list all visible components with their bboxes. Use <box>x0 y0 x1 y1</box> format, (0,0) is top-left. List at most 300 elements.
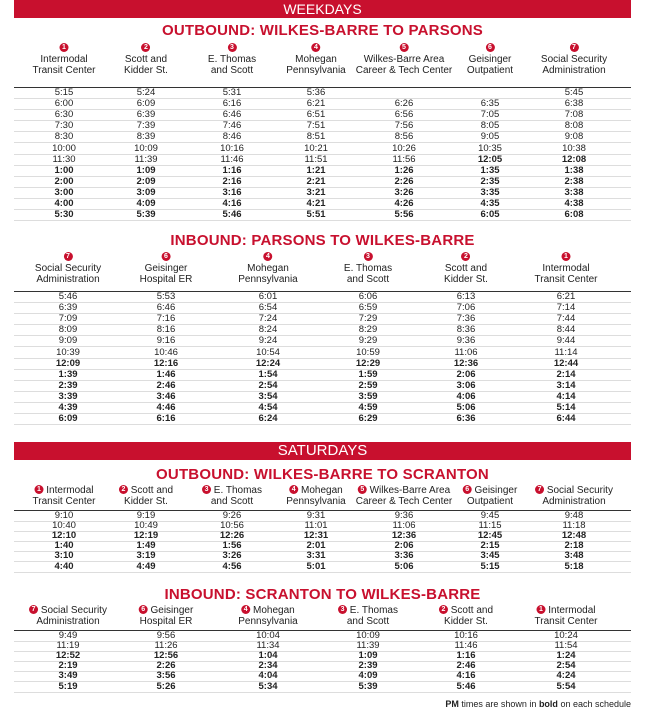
stop-header-cell <box>535 252 598 285</box>
time-cell: 7:24 <box>258 313 278 325</box>
stop-name-line1: Geisinger <box>150 605 194 616</box>
time-cell: 5:53 <box>156 291 176 302</box>
stop-name-line2: Transit Center <box>32 65 96 76</box>
time-cell: 5:01 <box>306 560 326 572</box>
table-row <box>14 392 631 403</box>
time-cell: 5:39 <box>358 680 378 692</box>
time-cell: 8:36 <box>456 324 476 336</box>
time-cell: 6:21 <box>556 291 576 302</box>
time-cell: 5:51 <box>306 209 326 221</box>
time-cell: 5:31 <box>222 87 242 98</box>
time-cell: 4:04 <box>258 670 278 682</box>
time-cell: 11:26 <box>154 640 178 652</box>
time-cell: 7:56 <box>394 120 414 132</box>
time-cell: 12:31 <box>303 530 329 542</box>
time-cell: 12:52 <box>55 650 81 662</box>
stop-name-line1: E. Thomas <box>213 485 262 496</box>
time-cell: 1:49 <box>136 540 156 552</box>
time-cell: 2:09 <box>136 175 156 187</box>
time-cell: 7:16 <box>156 313 176 325</box>
time-cell: 2:46 <box>156 379 176 391</box>
stop-name-line1: Scott and <box>450 605 494 616</box>
time-cell: 11:14 <box>554 346 578 358</box>
time-cell: 8:56 <box>394 131 414 143</box>
time-cell: 5:15 <box>54 87 74 98</box>
time-cell: 3:46 <box>156 390 176 402</box>
stop-name-line1: Social Security <box>34 263 102 274</box>
time-cell: 2:06 <box>394 540 414 552</box>
time-cell: 8:16 <box>156 324 176 336</box>
time-cell: 6:35 <box>480 98 500 110</box>
time-cell: 2:35 <box>480 175 500 187</box>
time-cell: 4:14 <box>556 390 576 402</box>
stop-name-line2: and Scott <box>346 616 390 627</box>
table-row <box>14 336 631 347</box>
stop-name-line1: Social Security <box>540 54 608 65</box>
stop-name-line2: Kidder St. <box>444 274 488 285</box>
time-cell: 5:19 <box>58 680 78 692</box>
time-cell: 3:35 <box>480 186 500 198</box>
time-cell: 12:36 <box>453 357 479 369</box>
time-cell: 3:38 <box>564 186 584 198</box>
time-cell: 6:09 <box>136 98 156 110</box>
stop-name-line2: Career & Tech Center <box>355 65 453 76</box>
stop-name-line1: Social Security <box>40 605 107 616</box>
time-cell: 2:39 <box>358 660 378 672</box>
time-cell: 8:24 <box>258 324 278 336</box>
time-cell: 3:48 <box>564 550 584 562</box>
time-cell: 2:16 <box>222 175 242 187</box>
time-cell: 11:54 <box>554 640 578 652</box>
time-cell: 9:24 <box>258 335 278 347</box>
time-cell: 9:44 <box>556 335 576 347</box>
time-cell: 3:14 <box>556 379 576 391</box>
time-cell: 9:56 <box>156 630 176 641</box>
time-cell: 11:56 <box>392 153 416 165</box>
saturdays-label: SATURDAYS <box>277 442 368 459</box>
pm-footnote <box>445 699 631 709</box>
time-cell: 4:49 <box>136 560 156 572</box>
weekdays-label: WEEKDAYS <box>283 1 362 17</box>
time-cell: 2:54 <box>258 379 278 391</box>
stop-name-line1: Intermodal <box>46 485 94 496</box>
stop-name-line1: Intermodal <box>548 605 596 616</box>
time-cell: 6:30 <box>54 109 74 121</box>
time-cell: 10:09 <box>356 630 380 641</box>
time-cell: 1:04 <box>258 650 278 662</box>
stop-number-badge: 4 <box>241 605 250 614</box>
time-cell: 3:19 <box>136 550 156 562</box>
time-cell: 7:14 <box>556 302 576 314</box>
time-cell: 6:13 <box>456 291 476 302</box>
time-cell: 1:21 <box>306 164 326 176</box>
time-cell: 5:14 <box>556 402 576 413</box>
stop-number-badge: 5 <box>400 43 409 52</box>
stop-number-badge: 4 <box>289 485 298 494</box>
table-row <box>14 414 631 425</box>
time-cell: 6:46 <box>156 302 176 314</box>
time-cell: 2:54 <box>556 660 576 672</box>
time-cell: 11:06 <box>454 346 478 358</box>
time-cell: 8:29 <box>358 324 378 336</box>
time-cell: 2:15 <box>480 540 500 552</box>
time-cell: 8:30 <box>54 131 74 143</box>
time-cell: 5:26 <box>156 680 176 692</box>
time-cell: 1:00 <box>54 164 74 176</box>
time-cell: 1:09 <box>358 650 378 662</box>
stop-name-line2: Outpatient <box>466 496 514 507</box>
time-cell: 6:16 <box>156 413 176 425</box>
time-cell: 3:59 <box>358 390 378 402</box>
time-cell: 10:38 <box>562 142 586 154</box>
stop-header-cell <box>139 605 194 627</box>
time-cell: 4:56 <box>222 560 242 572</box>
stop-name-line2: and Scott <box>210 65 254 76</box>
stop-name-line1: Scott and <box>124 54 168 65</box>
time-cell: 1:35 <box>480 164 500 176</box>
stop-name-line2: and Scott <box>346 274 390 285</box>
stop-name-line2: Administration <box>36 616 100 627</box>
time-cell: 1:24 <box>556 650 576 662</box>
stop-name-line1: Mohegan <box>253 605 295 616</box>
table-row <box>14 381 631 392</box>
time-cell: 12:44 <box>553 357 579 369</box>
time-cell: 12:36 <box>391 530 417 542</box>
time-cell: 8:46 <box>222 131 242 143</box>
time-cell: 6:46 <box>222 109 242 121</box>
stop-number-badge: 1 <box>536 605 545 614</box>
stop-header-cell <box>467 43 513 76</box>
stop-number-badge: 2 <box>141 43 150 52</box>
time-cell: 9:45 <box>480 510 500 521</box>
weekdays-band <box>14 0 631 18</box>
time-cell: 11:39 <box>134 153 158 165</box>
time-cell: 9:19 <box>136 510 156 521</box>
stop-name-line1: E. Thomas <box>207 54 257 65</box>
stop-header-cell <box>124 43 168 76</box>
stop-number-badge: 1 <box>34 485 43 494</box>
time-cell: 9:36 <box>394 510 414 521</box>
table-row <box>14 348 631 359</box>
time-cell: 2:19 <box>58 660 78 672</box>
stop-header-cell <box>463 485 518 507</box>
stop-header-cell <box>541 43 607 76</box>
time-cell: 10:49 <box>134 520 158 532</box>
time-cell: 5:18 <box>564 560 584 572</box>
time-cell: 6:59 <box>358 302 378 314</box>
time-cell: 5:36 <box>306 87 326 98</box>
time-cell: 12:24 <box>255 357 281 369</box>
time-cell: 10:16 <box>454 630 478 641</box>
stop-number-badge: 3 <box>338 605 347 614</box>
stop-name-line2: Outpatient <box>466 65 514 76</box>
stop-number-badge: 7 <box>569 43 578 52</box>
time-cell: 11:19 <box>56 640 80 652</box>
time-cell: 1:54 <box>258 368 278 380</box>
stop-number-badge: 1 <box>59 43 68 52</box>
time-cell: 7:29 <box>358 313 378 325</box>
table-row <box>14 682 631 693</box>
time-cell: 10:00 <box>52 142 76 154</box>
stop-name-line1: Wilkes-Barre Area <box>369 485 451 496</box>
time-cell: 11:51 <box>304 153 328 165</box>
time-cell: 3:49 <box>58 670 78 682</box>
stop-name-line2: Pennsylvania <box>238 274 298 285</box>
stop-number-badge: 4 <box>311 43 320 52</box>
time-cell: 1:56 <box>222 540 242 552</box>
time-cell: 2:39 <box>58 379 78 391</box>
time-cell: 9:10 <box>54 510 74 521</box>
stop-header-cell <box>439 605 493 627</box>
time-cell: 6:38 <box>564 98 584 110</box>
time-cell: 11:46 <box>454 640 478 652</box>
time-cell: 11:15 <box>478 520 502 532</box>
stop-header-cell <box>535 485 613 507</box>
stop-name-line1: Social Security <box>546 485 613 496</box>
time-cell: 10:59 <box>356 346 380 358</box>
time-cell: 1:16 <box>222 164 242 176</box>
table-row <box>14 562 631 573</box>
table-row <box>14 210 631 221</box>
time-cell: 1:46 <box>156 368 176 380</box>
time-cell: 11:46 <box>220 153 244 165</box>
table-row <box>14 403 631 414</box>
time-cell: 8:05 <box>480 120 500 132</box>
stop-header-cell <box>35 252 101 285</box>
time-cell: 5:06 <box>456 402 476 413</box>
time-cell: 5:34 <box>258 680 278 692</box>
stop-name-line1: Scott and <box>130 485 174 496</box>
time-cell: 2:34 <box>258 660 278 672</box>
stop-name-line2: Pennsylvania <box>238 616 298 627</box>
stop-number-badge: 7 <box>29 605 38 614</box>
time-cell: 10:56 <box>220 520 244 532</box>
time-cell: 3:45 <box>480 550 500 562</box>
time-cell: 12:29 <box>355 357 381 369</box>
time-cell: 3:56 <box>156 670 176 682</box>
time-cell: 7:36 <box>456 313 476 325</box>
time-cell: 4:40 <box>54 560 74 572</box>
time-cell: 2:26 <box>394 175 414 187</box>
stop-name-line2: Kidder St. <box>124 496 168 507</box>
time-cell: 5:56 <box>394 209 414 221</box>
stop-number-badge: 6 <box>162 252 171 261</box>
stop-number-badge: 4 <box>263 252 272 261</box>
time-cell: 10:46 <box>154 346 178 358</box>
time-cell: 11:18 <box>562 520 586 532</box>
time-cell: 4:39 <box>58 402 78 413</box>
stop-header-cell <box>238 605 297 627</box>
time-cell: 7:05 <box>480 109 500 121</box>
time-cell: 4:09 <box>136 198 156 209</box>
time-cell: 2:00 <box>54 175 74 187</box>
footnote-pm: PM <box>445 699 459 709</box>
time-cell: 6:08 <box>564 209 584 221</box>
footnote-pre: times are shown in <box>458 699 539 709</box>
time-cell: 7:44 <box>556 313 576 325</box>
time-cell: 6:05 <box>480 209 500 221</box>
time-cell: 12:09 <box>55 357 81 369</box>
time-cell: 12:26 <box>219 530 245 542</box>
time-cell: 5:15 <box>480 560 500 572</box>
time-cell: 4:00 <box>54 198 74 209</box>
time-cell: 6:36 <box>456 413 476 425</box>
time-cell: 5:30 <box>54 209 74 221</box>
time-cell: 9:29 <box>358 335 378 347</box>
time-cell: 2:14 <box>556 368 576 380</box>
time-cell: 11:34 <box>256 640 280 652</box>
time-cell: 10:26 <box>392 142 416 154</box>
time-cell: 9:36 <box>456 335 476 347</box>
time-cell: 8:08 <box>564 120 584 132</box>
time-cell: 6:09 <box>58 413 78 425</box>
stop-header-cell <box>338 605 398 627</box>
time-cell: 8:51 <box>306 131 326 143</box>
time-cell: 7:46 <box>222 120 242 132</box>
time-cell: 6:29 <box>358 413 378 425</box>
time-cell: 9:31 <box>306 510 326 521</box>
time-cell: 6:51 <box>306 109 326 121</box>
time-cell: 1:39 <box>58 368 78 380</box>
stop-name-line2: Hospital ER <box>139 274 193 285</box>
stop-name-line2: Kidder St. <box>444 616 488 627</box>
stop-name-line1: E. Thomas <box>343 263 393 274</box>
time-cell: 9:26 <box>222 510 242 521</box>
stop-header-cell <box>119 485 173 507</box>
time-cell: 3:16 <box>222 186 242 198</box>
time-cell: 6:24 <box>258 413 278 425</box>
time-cell: 12:05 <box>477 153 503 165</box>
time-cell: 11:01 <box>304 520 328 532</box>
stop-number-badge: 1 <box>561 252 570 261</box>
stop-header-cell <box>286 43 345 76</box>
stop-name-line1: E. Thomas <box>349 605 398 616</box>
time-cell: 1:09 <box>136 164 156 176</box>
time-cell: 11:39 <box>356 640 380 652</box>
stop-name-line2: and Scott <box>210 496 254 507</box>
time-cell: 10:35 <box>478 142 502 154</box>
table-row <box>14 303 631 314</box>
time-cell: 5:45 <box>564 87 584 98</box>
stop-header-cell <box>33 485 96 507</box>
footnote-bold: bold <box>538 699 558 709</box>
time-cell: 1:26 <box>394 164 414 176</box>
stop-name-line1: Mohegan <box>247 263 289 274</box>
time-cell: 10:04 <box>256 630 280 641</box>
time-cell: 12:19 <box>133 530 159 542</box>
time-cell: 4:24 <box>556 670 576 682</box>
time-cell: 4:09 <box>358 670 378 682</box>
time-cell: 2:21 <box>306 175 326 187</box>
time-cell: 6:39 <box>136 109 156 121</box>
time-cell: 10:54 <box>256 346 280 358</box>
time-cell: 10:39 <box>56 346 80 358</box>
time-cell: 9:48 <box>564 510 584 521</box>
time-cell: 11:06 <box>392 520 416 532</box>
time-cell: 8:39 <box>136 131 156 143</box>
time-cell: 6:54 <box>258 302 278 314</box>
time-cell: 6:21 <box>306 98 326 110</box>
stop-name-line1: Wilkes-Barre Area <box>363 54 445 65</box>
time-cell: 9:09 <box>58 335 78 347</box>
stop-number-badge: 3 <box>202 485 211 494</box>
stop-header-cell <box>444 252 488 285</box>
time-cell: 2:59 <box>358 379 378 391</box>
stop-header-cell <box>29 605 107 627</box>
time-cell: 12:45 <box>477 530 503 542</box>
time-cell: 12:48 <box>561 530 587 542</box>
time-cell: 3:09 <box>136 186 156 198</box>
table-row <box>14 292 631 303</box>
time-cell: 9:05 <box>480 131 500 143</box>
time-cell: 3:26 <box>222 550 242 562</box>
time-cell: 1:38 <box>564 164 584 176</box>
stop-name-line2: Hospital ER <box>139 616 193 627</box>
time-cell: 7:51 <box>306 120 326 132</box>
time-cell: 4:35 <box>480 198 500 209</box>
table-row <box>14 370 631 381</box>
time-cell: 3:39 <box>58 390 78 402</box>
saturdays-band <box>14 442 631 460</box>
stop-name-line1: Mohegan <box>301 485 343 496</box>
stop-header-cell <box>356 485 453 507</box>
stop-number-badge: 2 <box>439 605 448 614</box>
stop-header-cell <box>356 43 453 76</box>
stop-name-line2: Transit Center <box>534 274 598 285</box>
time-cell: 3:54 <box>258 390 278 402</box>
time-cell: 1:40 <box>54 540 74 552</box>
time-cell: 5:06 <box>394 560 414 572</box>
stop-name-line2: Administration <box>542 65 606 76</box>
time-cell: 4:06 <box>456 390 476 402</box>
time-cell: 9:49 <box>58 630 78 641</box>
time-cell: 4:16 <box>456 670 476 682</box>
stop-header-cell <box>286 485 345 507</box>
time-cell: 2:46 <box>456 660 476 672</box>
time-cell: 10:16 <box>220 142 244 154</box>
time-cell: 4:16 <box>222 198 242 209</box>
time-cell: 7:39 <box>136 120 156 132</box>
time-cell: 6:06 <box>358 291 378 302</box>
stop-name-line2: Transit Center <box>32 496 96 507</box>
time-cell: 6:00 <box>54 98 74 110</box>
time-cell: 3:00 <box>54 186 74 198</box>
stop-header-cell <box>535 605 598 627</box>
stop-number-badge: 6 <box>463 485 472 494</box>
time-cell: 10:21 <box>304 142 328 154</box>
time-cell: 5:46 <box>222 209 242 221</box>
time-cell: 2:26 <box>156 660 176 672</box>
time-cell: 11:30 <box>52 153 76 165</box>
time-cell: 3:31 <box>306 550 326 562</box>
stop-header-cell <box>202 485 262 507</box>
time-cell: 12:56 <box>153 650 179 662</box>
table-row <box>14 359 631 370</box>
stop-header-cell <box>238 252 297 285</box>
time-cell: 4:46 <box>156 402 176 413</box>
stop-header-cell <box>140 252 193 285</box>
time-cell: 7:08 <box>564 109 584 121</box>
stop-header-cell <box>344 252 392 285</box>
stop-header-cell <box>33 43 96 76</box>
time-cell: 6:16 <box>222 98 242 110</box>
time-cell: 5:24 <box>136 87 156 98</box>
stop-number-badge: 5 <box>358 485 367 494</box>
time-cell: 6:44 <box>556 413 576 425</box>
stop-number-badge: 3 <box>227 43 236 52</box>
time-cell: 8:09 <box>58 324 78 336</box>
stop-name-line1: Geisinger <box>144 263 188 274</box>
